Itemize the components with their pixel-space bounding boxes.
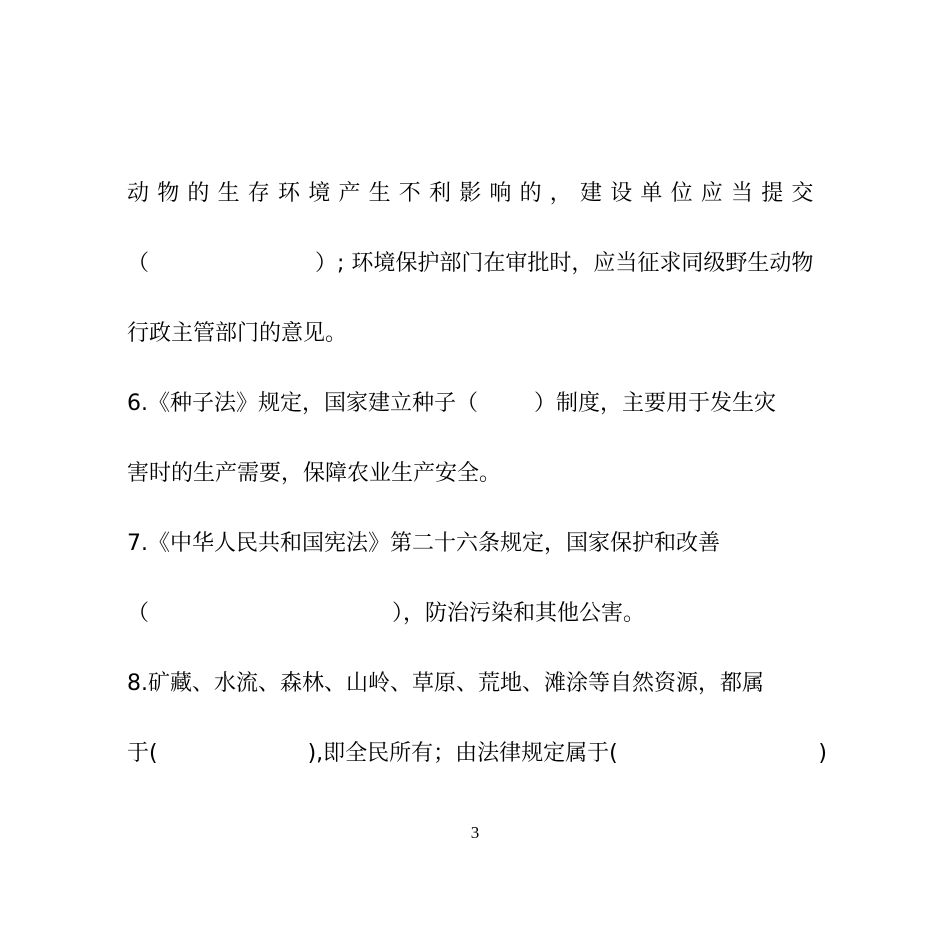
text-line-7: [127, 597, 827, 631]
text-line-5: [127, 457, 827, 491]
text-line-3: [127, 317, 827, 351]
text-line-1: [127, 177, 827, 211]
page-number: 3: [470, 823, 480, 842]
question-7-end: ），防治污染和其他公害。: [392, 601, 646, 626]
question-6-start: 6.《种子法》规定，国家建立种子（: [127, 391, 478, 416]
question-8-text: 8.矿藏、水流、森林、山岭、草原、荒地、滩涂等自然资源，都属: [127, 671, 764, 696]
text-line-8: [127, 667, 827, 701]
line-5-text: 害时的生产需要，保障农业生产安全。: [127, 461, 502, 486]
line-1-text: 动物的生存环境产生不利影响的，建设单位应当提交: [127, 181, 822, 206]
text-line-6: [127, 527, 827, 561]
text-line-9: [127, 737, 827, 771]
question-7-text: 7.《中华人民共和国宪法》第二十六条规定，国家保护和改善: [127, 531, 720, 556]
text-line-4: [127, 387, 827, 421]
blank-open-paren: （: [127, 251, 150, 276]
blank-open-paren-7: （: [127, 601, 150, 626]
question-8-middle: ),即全民所有；由法律规定属于(: [307, 741, 618, 766]
question-6-end: ）制度，主要用于发生灾: [534, 391, 777, 416]
line-3-text: 行政主管部门的意见。: [127, 321, 348, 346]
question-8-blank-close: ): [818, 741, 827, 766]
text-line-2: [127, 247, 827, 281]
line-2-text: ）; 环境保护部门在审批时，应当征求同级野生动物: [315, 251, 814, 276]
question-8-blank-open: 于(: [127, 741, 158, 766]
